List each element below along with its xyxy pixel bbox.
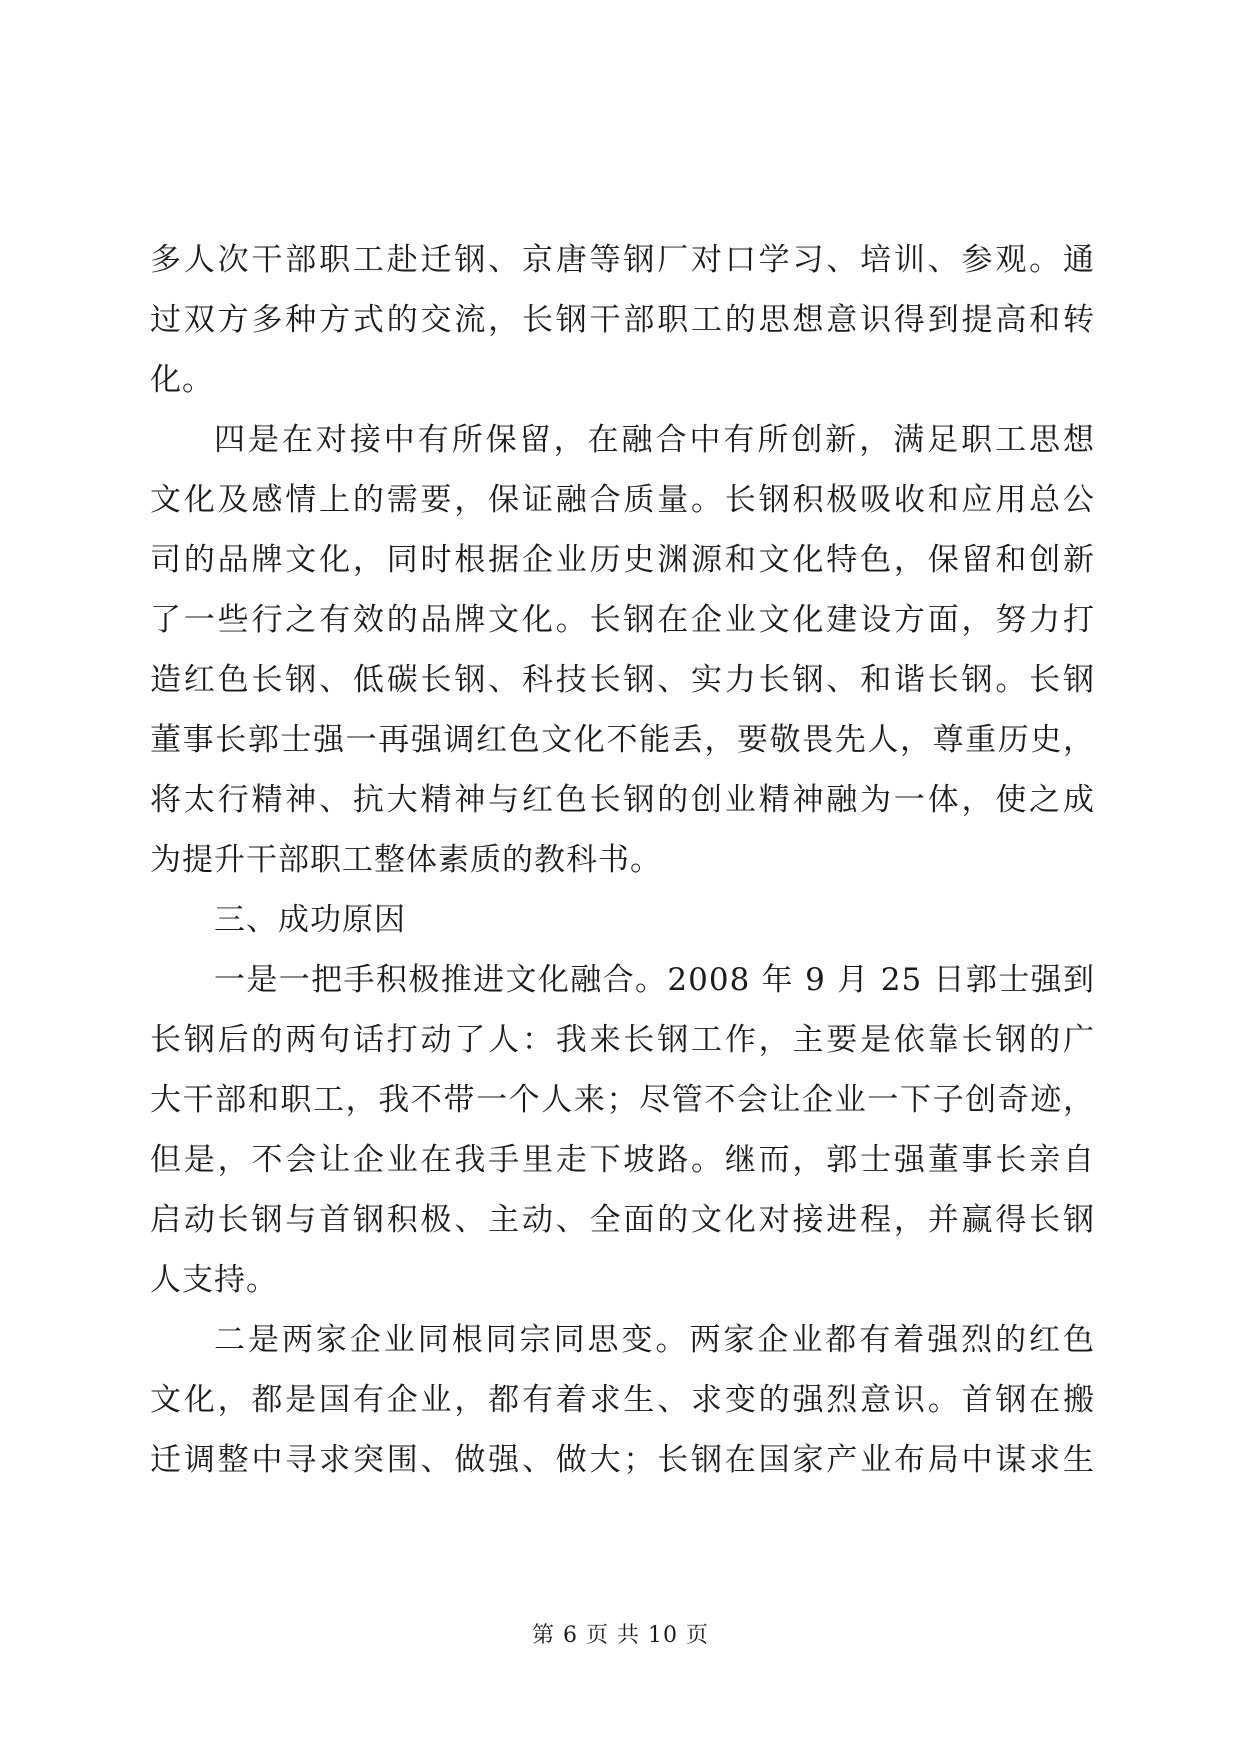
text-line: 董事长郭士强一再强调红色文化不能丢，要敬畏先人，尊重历史， xyxy=(150,722,1095,758)
text-line: 了一些行之有效的品牌文化。长钢在企业文化建设方面，努力打 xyxy=(150,602,1095,638)
text-line: 一是一把手积极推进文化融合。2008 年 9 月 25 日郭士强到 xyxy=(214,962,1095,998)
text-line: 但是，不会让企业在我手里走下坡路。继而，郭士强董事长亲自 xyxy=(150,1142,1095,1178)
text-line: 长钢后的两句话打动了人：我来长钢工作，主要是依靠长钢的广 xyxy=(150,1022,1095,1058)
text-line: 过双方多种方式的交流，长钢干部职工的思想意识得到提高和转 xyxy=(150,302,1095,338)
text-line: 文化及感情上的需要，保证融合质量。长钢积极吸收和应用总公 xyxy=(150,482,1095,518)
text-line: 文化，都是国有企业，都有着求生、求变的强烈意识。首钢在搬 xyxy=(150,1382,1095,1418)
text-line: 化。 xyxy=(150,362,214,398)
text-line: 将太行精神、抗大精神与红色长钢的创业精神融为一体，使之成 xyxy=(150,782,1095,818)
text-line: 二是两家企业同根同宗同思变。两家企业都有着强烈的红色 xyxy=(214,1322,1095,1358)
text-line: 四是在对接中有所保留，在融合中有所创新，满足职工思想 xyxy=(214,422,1095,458)
text-line: 迁调整中寻求突围、做强、做大；长钢在国家产业布局中谋求生 xyxy=(150,1442,1095,1478)
text-line: 人支持。 xyxy=(150,1262,278,1298)
text-line: 大干部和职工，我不带一个人来；尽管不会让企业一下子创奇迹， xyxy=(150,1082,1095,1118)
text-line: 多人次干部职工赴迁钢、京唐等钢厂对口学习、培训、参观。通 xyxy=(150,242,1095,278)
text-line: 司的品牌文化，同时根据企业历史渊源和文化特色，保留和创新 xyxy=(150,542,1095,578)
section-heading: 三、成功原因 xyxy=(214,902,406,938)
document-body xyxy=(150,230,1095,1490)
text-line: 造红色长钢、低碳长钢、科技长钢、实力长钢、和谐长钢。长钢 xyxy=(150,662,1095,698)
text-line: 启动长钢与首钢积极、主动、全面的文化对接进程，并赢得长钢 xyxy=(150,1202,1095,1238)
page-footer: 第 6 页 共 10 页 xyxy=(532,1623,709,1648)
text-line: 为提升干部职工整体素质的教科书。 xyxy=(150,842,662,878)
